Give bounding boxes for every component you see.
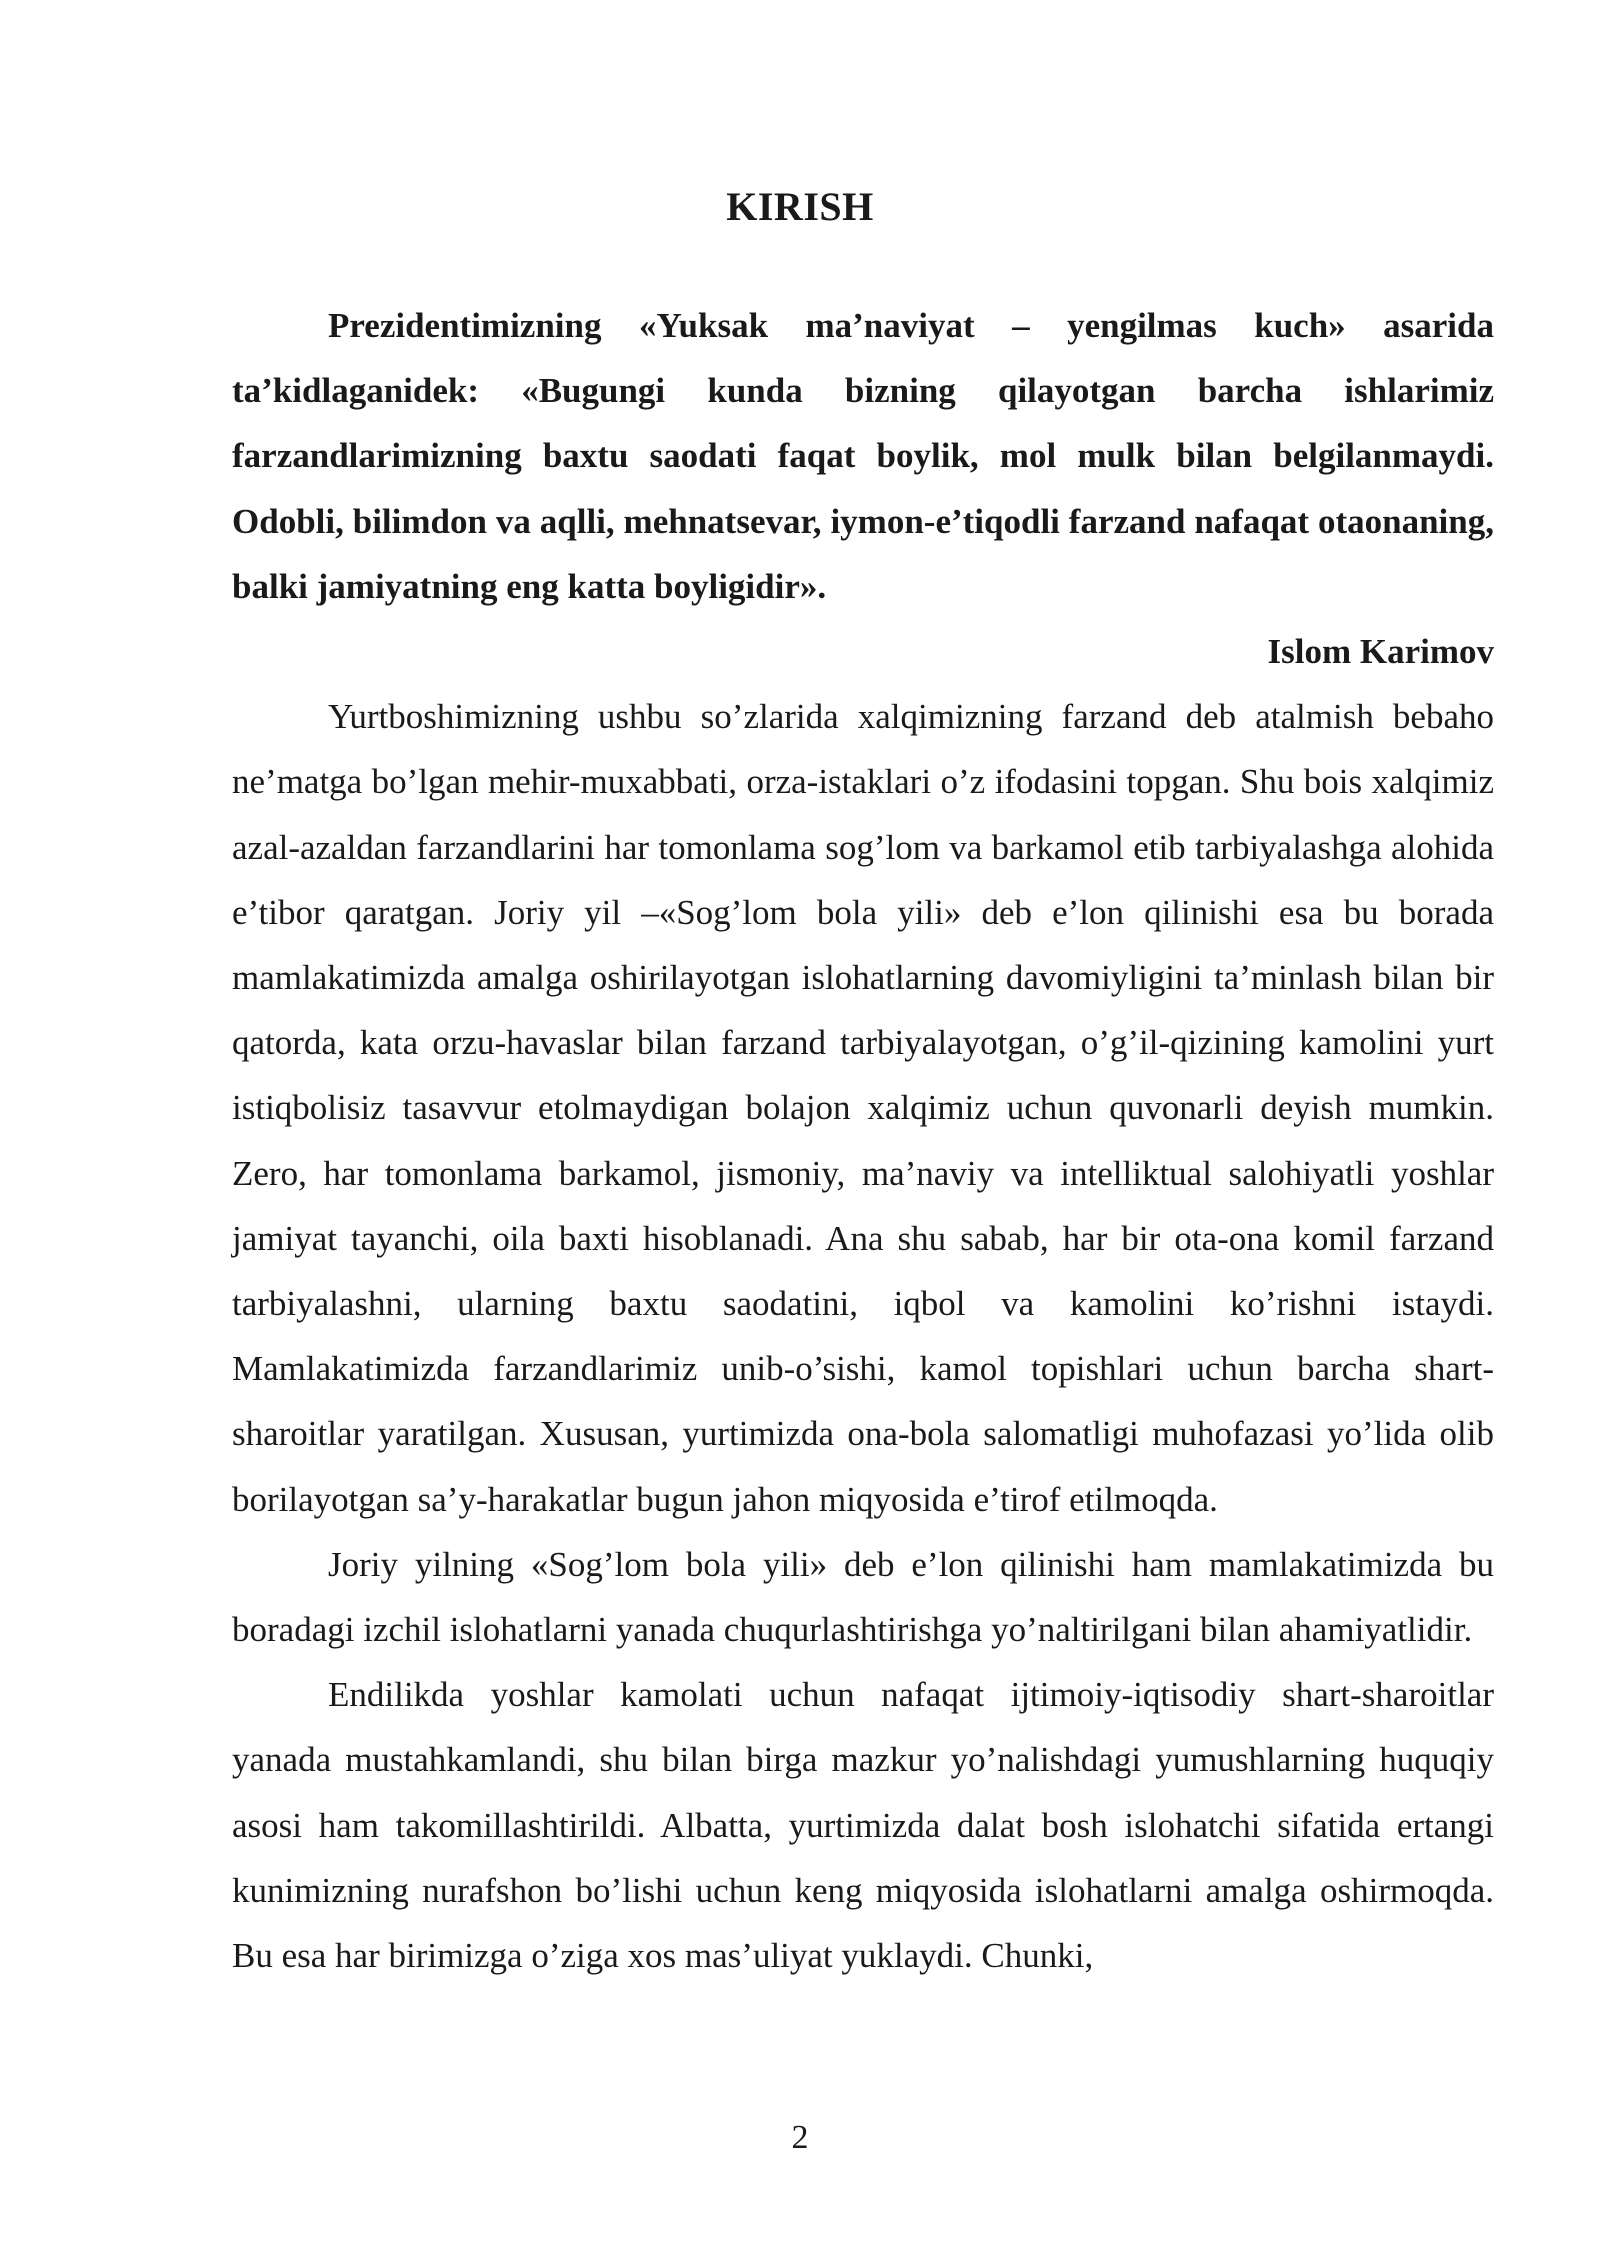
page-title: KIRISH [726, 183, 874, 229]
paragraph-2: Joriy yilning «Sog’lom bola yili» deb e’lon qilinishi ham mamlakatimizda bu boradagi izchil islohatlarni yanada chuqurlashtirishga yo’naltirilgani bilan ahamiyatlidir. [232, 1544, 1494, 1650]
paragraph-1: Yurtboshimizning ushbu so’zlarida xalqimizning farzand deb atalmish bebaho ne’matga bo’lgan mehir-muxabbati, orza-istaklari o’z ifodasini topgan. Shu bois xalqimiz azal-azaldan farzandlarini har tomonlama sog’lom va barkamol etib tarbiyalashga alohida e’tibor qaratgan. Joriy yil –«Sog’lom bola yili» deb e’lon qilinishi esa bu borada mamlakatimizda amalga oshirilayotgan islohatlarning davomiyligini ta’minlash bilan bir qatorda, kata orzu-havaslar bilan farzand tarbiyalayotgan, o’g’il-qizining kamolini yurt istiqbolisiz tasavvur etolmaydigan bolajon xalqimiz uchun quvonarli deyish mumkin. Zero, har tomonlama barkamol, jismoniy, ma’naviy va intelliktual salohiyatli yoshlar jamiyat tayanchi, oila baxti hisoblanadi. Ana shu sabab, har bir ota-ona komil farzand tarbiyalashni, ularning baxtu saodatini, iqbol va kamolini ko’rishni istaydi. Mamlakatimizda farzandlarimiz unib-o’sishi, kamol topishlari uchun barcha shart-sharoitlar yaratilgan. Xususan, yurtimizda ona-bola salomatligi muhofazasi yo’lida olib borilayotgan sa’y-harakatlar bugun jahon miqyosida e’tirof etilmoqda. [232, 697, 1494, 1519]
epigraph-quote: Prezidentimizning «Yuksak ma’naviyat – yengilmas kuch» asarida ta’kidlaganidek: «Bugungi kunda bizning qilayotgan barcha ishlarimiz farzandlarimizning baxtu saodati faqat boylik, mol mulk bilan belgilanmaydi. Odobli, bilimdon va aqlli, mehnatsevar, iymon-e’tiqodli farzand nafaqat otaonaning, balki jamiyatning eng katta boyligidir». [232, 306, 1494, 606]
page-number: 2 [791, 2119, 809, 2156]
paragraph-3: Endilikda yoshlar kamolati uchun nafaqat ijtimoiy-iqtisodiy shart-sharoitlar yanada mustahkamlandi, shu bilan birga mazkur yo’nalishdagi yumushlarning huquqiy asosi ham takomillashtirildi. Albatta, yurtimizda dalat bosh islohatchi sifatida ertangi kunimizning nurafshon bo’lishi uchun keng miqyosida islohatlarni amalga oshirmoqda. Bu esa har birimizga o’ziga xos mas’uliyat yuklaydi. Chunki, [232, 1675, 1494, 1976]
epigraph-author: Islom Karimov [1267, 632, 1494, 672]
body-text [232, 293, 1494, 1988]
